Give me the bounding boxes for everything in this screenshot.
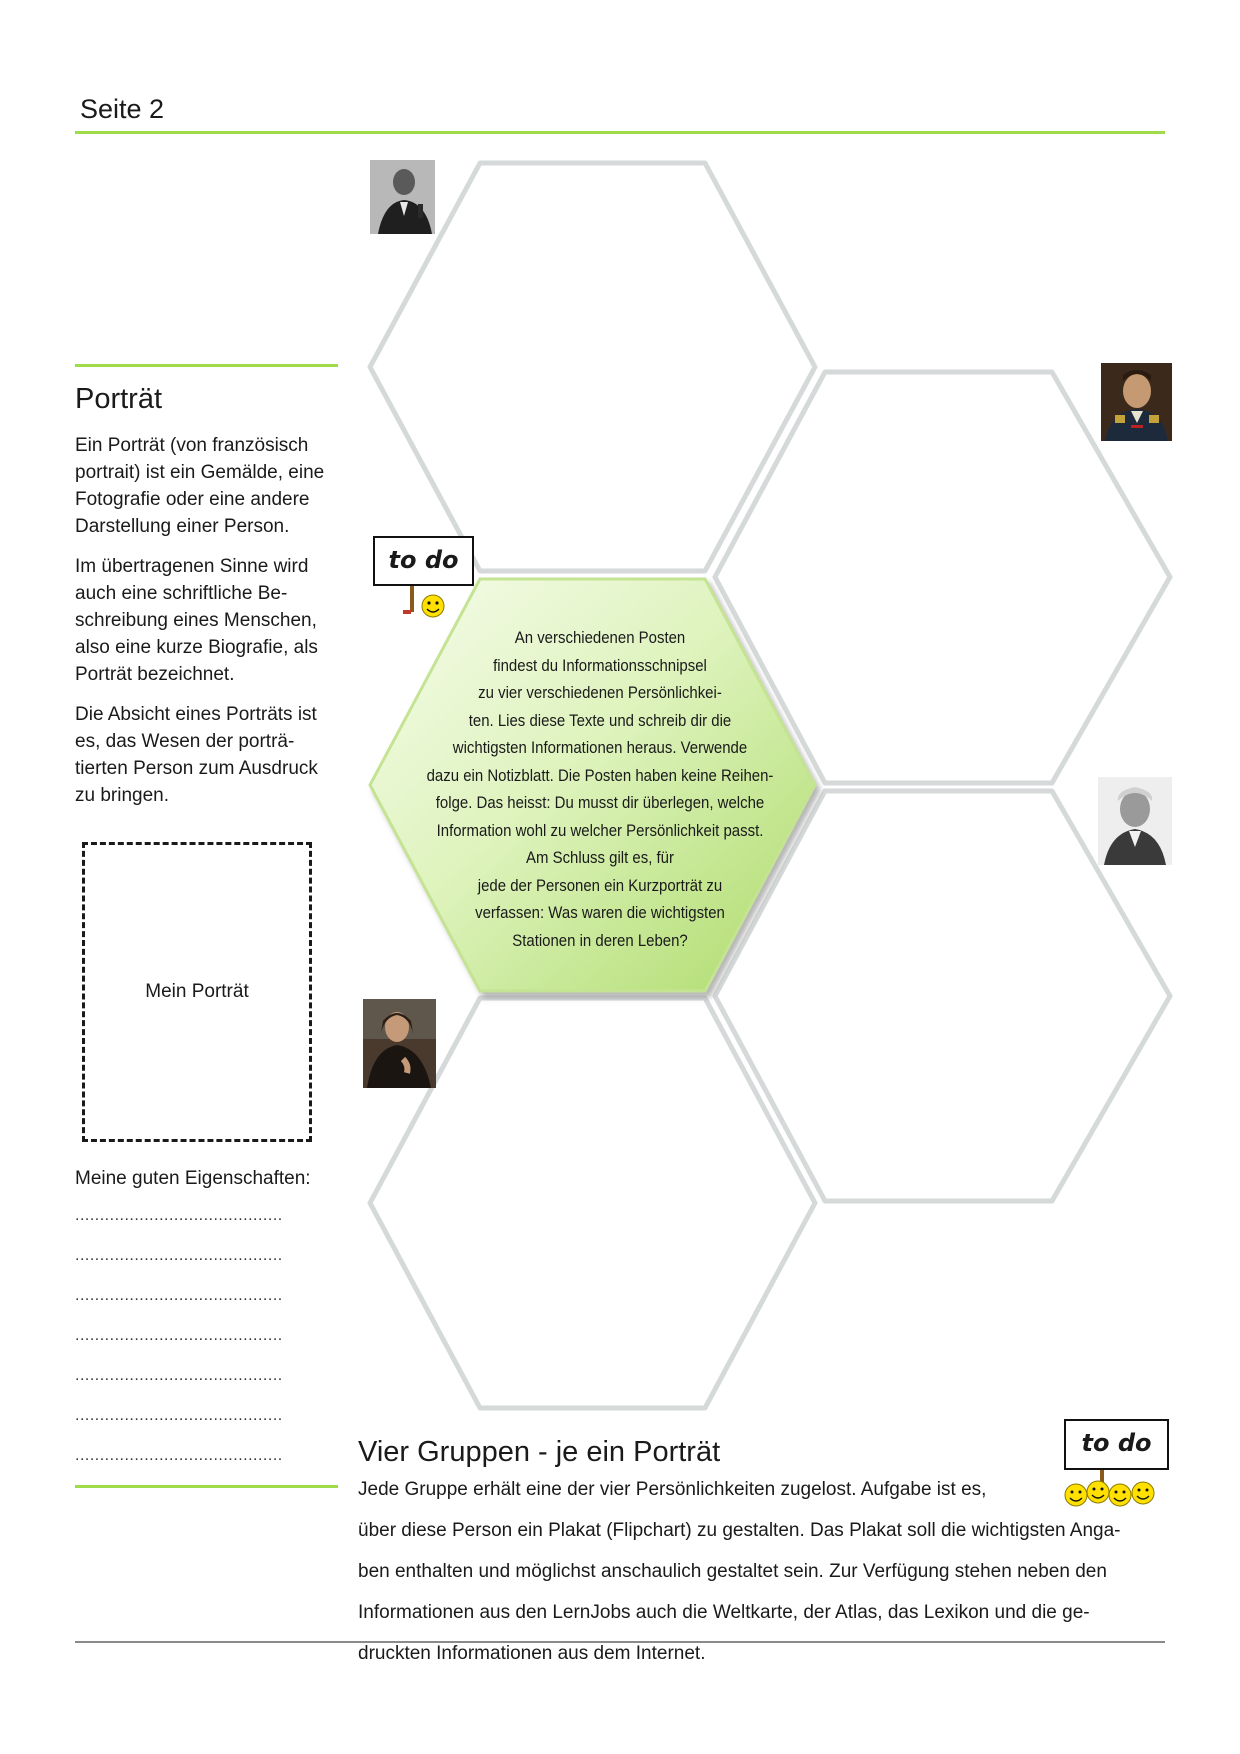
- qualities-line[interactable]: ..........................................: [75, 1407, 283, 1424]
- portrait-photo-columbus: [363, 999, 436, 1088]
- qualities-line[interactable]: ..........................................: [75, 1207, 283, 1224]
- center-line: folge. Das heisst: Du musst dir überlegen, welche: [435, 793, 765, 812]
- bottom-title: Vier Gruppen - je ein Porträt: [358, 1436, 721, 1468]
- center-line: An verschiedenen Posten: [514, 628, 686, 647]
- center-line: Stationen in deren Leben?: [512, 930, 688, 950]
- bottom-line: ben enthalten und möglichst anschaulich gestaltet sein. Zur Verfügung stehen neben den: [358, 1561, 1107, 1582]
- bottom-line: über diese Person ein Plakat (Flipchart) zu gestalten. Das Plakat soll die wichtigsten Anga-: [358, 1520, 1121, 1541]
- center-line: verfassen: Was waren die wichtigsten: [475, 903, 725, 922]
- center-line: zu vier verschiedenen Persönlichkei-: [478, 683, 722, 702]
- sidebar-paragraph-2: Im übertragenen Sinne wird auch eine schriftliche Be-schreibung eines Menschen, also eine kurze Biografie, als Porträt bezeichnet.: [75, 556, 318, 685]
- qualities-label: Meine guten Eigenschaften:: [75, 1168, 311, 1189]
- footer-rule: [75, 1641, 1165, 1643]
- my-portrait-box[interactable]: [82, 842, 312, 1142]
- qualities-line[interactable]: ..........................................: [75, 1327, 283, 1344]
- center-line: wichtigsten Informationen heraus. Verwende: [452, 738, 748, 757]
- bottom-line: Informationen aus den LernJobs auch die Weltkarte, der Atlas, das Lexikon und die ge-: [358, 1602, 1090, 1623]
- bottom-line: druckten Informationen aus dem Internet.: [358, 1643, 706, 1664]
- sidebar-title: Porträt: [75, 383, 163, 415]
- qualities-line[interactable]: ..........................................: [75, 1247, 283, 1264]
- portrait-photo-kennedy: [370, 160, 435, 234]
- center-line: Am Schluss gilt es, für: [525, 848, 674, 867]
- page-number: Seite 2: [80, 94, 165, 124]
- todo-sign-label-2: to do: [1064, 1419, 1169, 1470]
- sidebar-text: [75, 432, 343, 809]
- todo-sign-single: [403, 584, 444, 617]
- bottom-line: Jede Gruppe erhält eine der vier Persönlichkeiten zugelost. Aufgabe ist es,: [358, 1479, 987, 1500]
- center-line: jede der Personen ein Kurzporträt zu: [477, 875, 723, 895]
- sidebar-top-rule: [75, 364, 338, 367]
- bottom-text: [358, 1476, 1168, 1668]
- sidebar-bottom-rule: [75, 1485, 338, 1488]
- portrait-photo-napoleon: [1101, 363, 1172, 441]
- center-line: ten. Lies diese Texte und schreib dir die: [468, 710, 732, 730]
- todo-sign-label-1: to do: [373, 536, 474, 586]
- sidebar-paragraph-1: Ein Porträt (von französisch portrait) ist ein Gemälde, eine Fotografie oder eine andere Darstellung einer Person.: [75, 435, 325, 537]
- qualities-line[interactable]: ..........................................: [75, 1367, 283, 1384]
- center-line: Information wohl zu welcher Persönlichkeit passt.: [436, 820, 764, 840]
- my-portrait-label: Mein Porträt: [145, 981, 249, 1002]
- sidebar-paragraph-3: Die Absicht eines Porträts ist es, das Wesen der porträ-tierten Person zum Ausdruck zu bringen.: [75, 704, 318, 806]
- qualities-line[interactable]: ..........................................: [75, 1447, 283, 1464]
- center-instructions: [424, 624, 776, 954]
- center-line: dazu ein Notizblatt. Die Posten haben keine Reihen-: [426, 765, 774, 785]
- qualities-line[interactable]: ..........................................: [75, 1287, 283, 1304]
- center-line: findest du Informationsschnipsel: [493, 655, 707, 675]
- portrait-photo-cook: [1098, 777, 1172, 865]
